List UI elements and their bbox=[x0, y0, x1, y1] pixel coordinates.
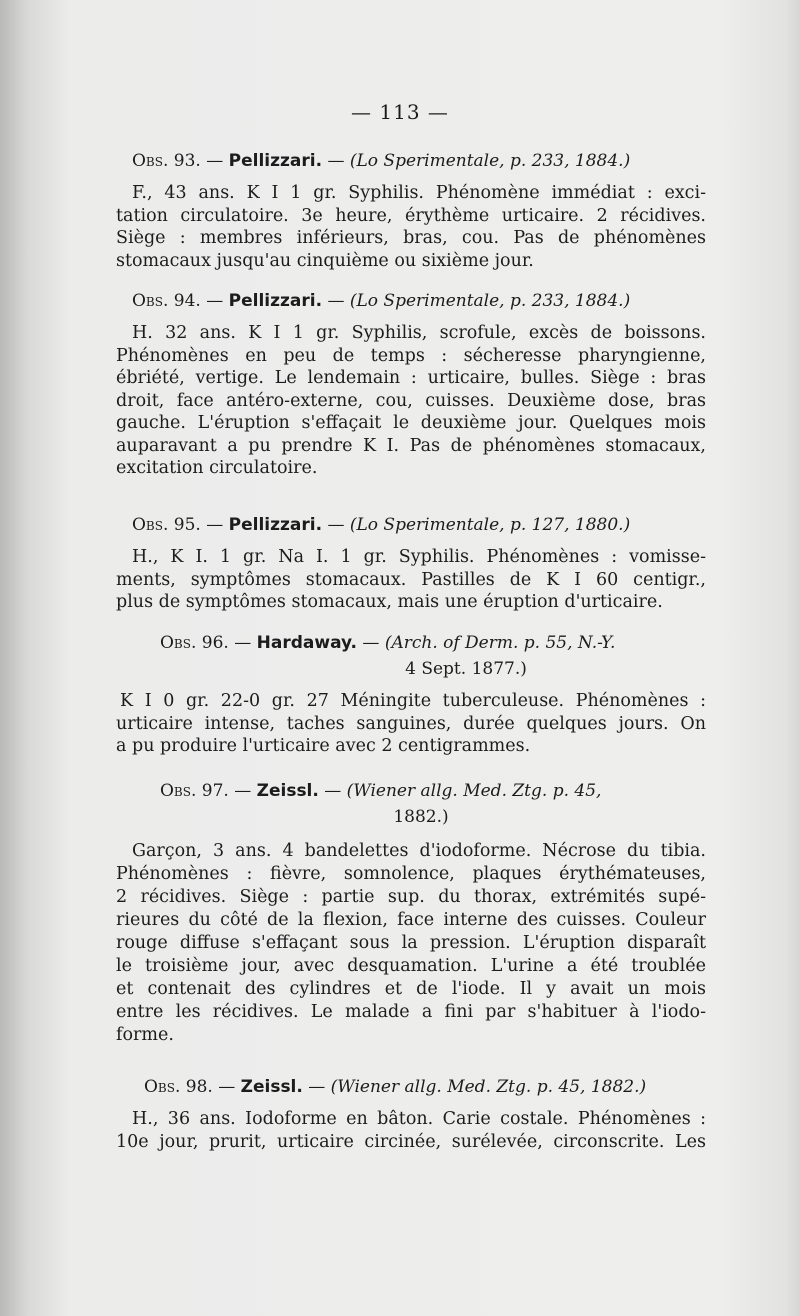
observation-94 bbox=[116, 288, 706, 480]
text-line: ébriété, vertige. Le lendemain : urticaire, bulles. Siège : bras bbox=[116, 368, 706, 388]
observation-heading: Obs. 94. — Pellizzari. — (Lo Sperimentale, p. 233, 1884.) bbox=[132, 291, 631, 311]
text-line: droit, face antéro-externe, cou, cuisses. Deuxième dose, bras bbox=[116, 390, 706, 411]
text-line: H., K I. 1 gr. Na I. 1 gr. Syphilis. Phénomènes : vomisse- bbox=[132, 547, 706, 567]
text-line: excitation circulatoire. bbox=[116, 458, 318, 478]
text-line: Phénomènes : fièvre, somnolence, plaques érythémateuses, bbox=[116, 864, 706, 884]
observation-source: (Lo Sperimentale, p. 127, 1880.) bbox=[349, 515, 631, 535]
observation-label: Obs. 98. bbox=[144, 1077, 213, 1097]
observation-label: Obs. 94. bbox=[132, 291, 201, 311]
observation-source: (Lo Sperimentale, p. 233, 1884.) bbox=[349, 291, 631, 311]
observation-text bbox=[116, 1108, 706, 1153]
observation-97 bbox=[116, 778, 706, 1047]
observation-98 bbox=[116, 1074, 706, 1153]
observation-heading: Obs. 96. — Hardaway. — (Arch. of Derm. p. 55, N.-Y. bbox=[160, 633, 616, 653]
text-line: a pu produire l'urticaire avec 2 centigrammes. bbox=[116, 736, 531, 756]
text-line: rouge diffuse s'effaçant sous la pression. L'éruption disparaît bbox=[116, 933, 706, 953]
text-line: H., 36 ans. Iodoforme en bâton. Carie costale. Phénomènes : bbox=[132, 1109, 706, 1129]
text-line: 2 récidives. Siège : partie sup. du thorax, extrémités supé- bbox=[116, 887, 706, 907]
text-line: auparavant a pu prendre K I. Pas de phénomènes stomacaux, bbox=[116, 435, 706, 456]
observation-95 bbox=[116, 512, 706, 614]
text-line: Siège : membres inférieurs, bras, cou. Pas de phénomènes bbox=[116, 228, 706, 248]
text-line: K I 0 gr. 22-0 gr. 27 Méningite tuberculeuse. Phénomènes : bbox=[120, 691, 706, 711]
text-line: urticaire intense, taches sanguines, durée quelques jours. On bbox=[116, 713, 706, 734]
observation-author: Hardaway. bbox=[256, 633, 357, 653]
observation-source-continued: 4 Sept. 1877.) bbox=[405, 659, 527, 679]
observation-96 bbox=[116, 630, 706, 758]
observation-source-continued: 1882.) bbox=[393, 807, 449, 827]
text-line: entre les récidives. Le malade a fini par s'habituer à l'iodo- bbox=[116, 1002, 706, 1022]
observation-text bbox=[116, 690, 706, 758]
page-number: — 113 — bbox=[351, 100, 449, 124]
observation-source: (Wiener allg. Med. Ztg. p. 45, 1882.) bbox=[330, 1077, 647, 1097]
observation-heading: Obs. 98. — Zeissl. — (Wiener allg. Med. Ztg. p. 45, 1882.) bbox=[144, 1077, 647, 1097]
observation-heading: Obs. 97. — Zeissl. — (Wiener allg. Med. Ztg. p. 45, bbox=[160, 781, 602, 801]
text-line: rieures du côté de la flexion, face interne des cuisses. Couleur bbox=[116, 910, 706, 930]
observation-text bbox=[116, 840, 706, 1047]
observation-author: Pellizzari. bbox=[228, 515, 323, 535]
observation-heading: Obs. 95. — Pellizzari. — (Lo Sperimentale, p. 127, 1880.) bbox=[132, 515, 631, 535]
observation-label: Obs. 93. bbox=[132, 151, 201, 171]
text-line: et contenait des cylindres et de l'iode. Il y avait un mois bbox=[116, 979, 706, 999]
text-line: Phénomènes en peu de temps : sécheresse pharyngienne, bbox=[116, 345, 706, 366]
observation-author: Pellizzari. bbox=[228, 151, 323, 171]
text-line: ments, symptômes stomacaux. Pastilles de K I 60 centigr., bbox=[116, 569, 706, 590]
observation-label: Obs. 96. bbox=[160, 633, 229, 653]
observation-author: Zeissl. bbox=[240, 1077, 303, 1097]
text-line: F., 43 ans. K I 1 gr. Syphilis. Phénomène immédiat : exci- bbox=[132, 183, 706, 203]
observation-text bbox=[116, 546, 706, 614]
observation-text bbox=[116, 182, 706, 272]
observation-heading: Obs. 93. — Pellizzari. — (Lo Sperimentale, p. 233, 1884.) bbox=[132, 151, 631, 171]
observation-source: (Arch. of Derm. p. 55, N.-Y. bbox=[384, 633, 616, 653]
text-line: Garçon, 3 ans. 4 bandelettes d'iodoforme. Nécrose du tibia. bbox=[132, 841, 706, 861]
text-line: plus de symptômes stomacaux, mais une éruption d'urticaire. bbox=[116, 592, 663, 612]
observation-label: Obs. 95. bbox=[132, 515, 201, 535]
text-line: H. 32 ans. K I 1 gr. Syphilis, scrofule, excès de boissons. bbox=[132, 323, 706, 343]
observation-author: Zeissl. bbox=[256, 781, 319, 801]
observation-author: Pellizzari. bbox=[228, 291, 323, 311]
text-line: tation circulatoire. 3e heure, érythème urticaire. 2 récidives. bbox=[116, 205, 706, 226]
text-line: le troisième jour, avec desquamation. L'urine a été troublée bbox=[116, 956, 706, 976]
text-line: 10e jour, prurit, urticaire circinée, surélevée, circonscrite. Les bbox=[116, 1131, 706, 1152]
observation-93 bbox=[116, 148, 706, 272]
observation-source: (Wiener allg. Med. Ztg. p. 45, bbox=[346, 781, 602, 801]
observation-label: Obs. 97. bbox=[160, 781, 229, 801]
text-line: stomacaux jusqu'au cinquième ou sixième jour. bbox=[116, 250, 534, 271]
observation-source: (Lo Sperimentale, p. 233, 1884.) bbox=[349, 151, 631, 171]
text-line: forme. bbox=[116, 1025, 174, 1045]
text-line: gauche. L'éruption s'effaçait le deuxième jour. Quelques mois bbox=[116, 413, 706, 433]
observation-text bbox=[116, 322, 706, 480]
